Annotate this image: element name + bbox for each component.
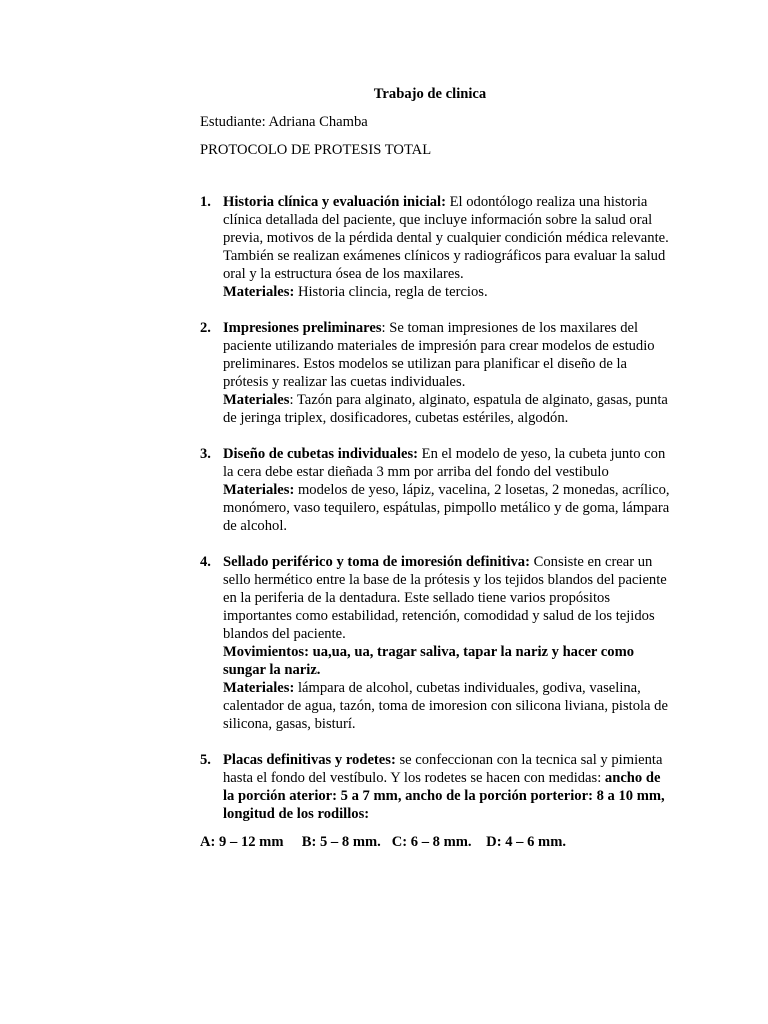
step-number: 4.	[200, 554, 211, 570]
step-materials	[223, 679, 670, 733]
step-text: se confeccionan con la tecnica sal y pimienta hasta el fondo del vestíbulo. Y los rodetes se hacen con medidas:	[223, 752, 663, 786]
step-heading: Impresiones preliminares	[223, 320, 382, 336]
materials-label: Materiales	[223, 392, 290, 408]
step-heading: Historia clínica y evaluación inicial:	[223, 194, 446, 210]
step-description	[223, 445, 670, 481]
list-item	[200, 445, 670, 535]
step-text: En el modelo de yeso, la cubeta junto con la cera debe estar dieñada 3 mm por arriba del fondo del vestibulo	[223, 446, 666, 480]
list-item	[200, 319, 670, 427]
step-number: 5.	[200, 752, 211, 768]
step-materials	[223, 391, 670, 427]
step-movements	[223, 643, 670, 679]
step-number: 1.	[200, 194, 211, 210]
materials-text: Historia clincia, regla de tercios.	[294, 284, 488, 300]
materials-label: Materiales:	[223, 284, 295, 300]
materials-text: modelos de yeso, lápiz, vacelina, 2 losetas, 2 monedas, acrílico, monómero, vaso tequilero, espátulas, pimpollo metálico y de goma, lámpara de alcohol.	[223, 482, 670, 534]
step-description	[223, 319, 670, 391]
step-materials	[223, 283, 670, 301]
step-description	[223, 751, 670, 823]
materials-text: : Tazón para alginato, alginato, espatula de alginato, gasas, punta de jeringa triplex, dosificadores, cubetas estériles, algodón.	[223, 392, 668, 426]
list-item	[200, 193, 670, 301]
step-heading: Placas definitivas y rodetes:	[223, 752, 396, 768]
step-text: El odontólogo realiza una historia clínica detallada del paciente, que incluye información sobre la salud oral previa, motivos de la pérdida dental y cualquier condición médica relevante. También se realizan exámenes clínicos y radiográficos para evaluar la salud oral y la estructura ósea de los maxilares.	[223, 194, 669, 282]
step-bold-tail: ancho de la porción aterior: 5 a 7 mm, ancho de la porción porterior: 8 a 10 mm, longitud de los rodillos:	[223, 770, 665, 822]
materials-label: Materiales:	[223, 482, 295, 498]
movements-text: Movimientos: ua,ua, ua, tragar saliva, tapar la nariz y hacer como sungar la nariz.	[223, 644, 635, 678]
step-text: : Se toman impresiones de los maxilares del paciente utilizando materiales de impresión para crear modelos de estudio preliminares. Estos modelos se utilizan para planificar el diseño de la prótesis y realizar las cuetas individuales.	[223, 320, 655, 390]
step-number: 3.	[200, 446, 211, 462]
step-heading: Sellado periférico y toma de imoresión definitiva:	[223, 554, 530, 570]
step-text: Consiste en crear un sello hermético entre la base de la prótesis y los tejidos blandos del paciente en la periferia de la dentadura. Este sellado tiene varios propósitos importantes como estabilidad, retención, comodidad y salud de los tejidos blandos del paciente.	[223, 554, 667, 642]
materials-label: Materiales:	[223, 680, 295, 696]
materials-text: lámpara de alcohol, cubetas individuales, godiva, vaselina, calentador de agua, tazón, toma de imoresion con silicona liviana, pistola de silicona, gasas, bisturí.	[223, 680, 668, 732]
student-name: Estudiante: Adriana Chamba	[200, 114, 368, 130]
rodete-measures: A: 9 – 12 mm B: 5 – 8 mm. C: 6 – 8 mm. D: 4 – 6 mm.	[200, 834, 567, 850]
step-materials	[223, 481, 670, 535]
list-item	[200, 553, 670, 733]
list-item	[200, 751, 670, 823]
step-number: 2.	[200, 320, 211, 336]
protocol-steps	[200, 193, 670, 823]
protocol-heading: PROTOCOLO DE PROTESIS TOTAL	[200, 142, 432, 158]
step-description	[223, 193, 670, 283]
step-description	[223, 553, 670, 643]
document-page	[200, 85, 670, 851]
step-heading: Diseño de cubetas individuales:	[223, 446, 419, 462]
document-title: Trabajo de clinica	[373, 86, 487, 102]
